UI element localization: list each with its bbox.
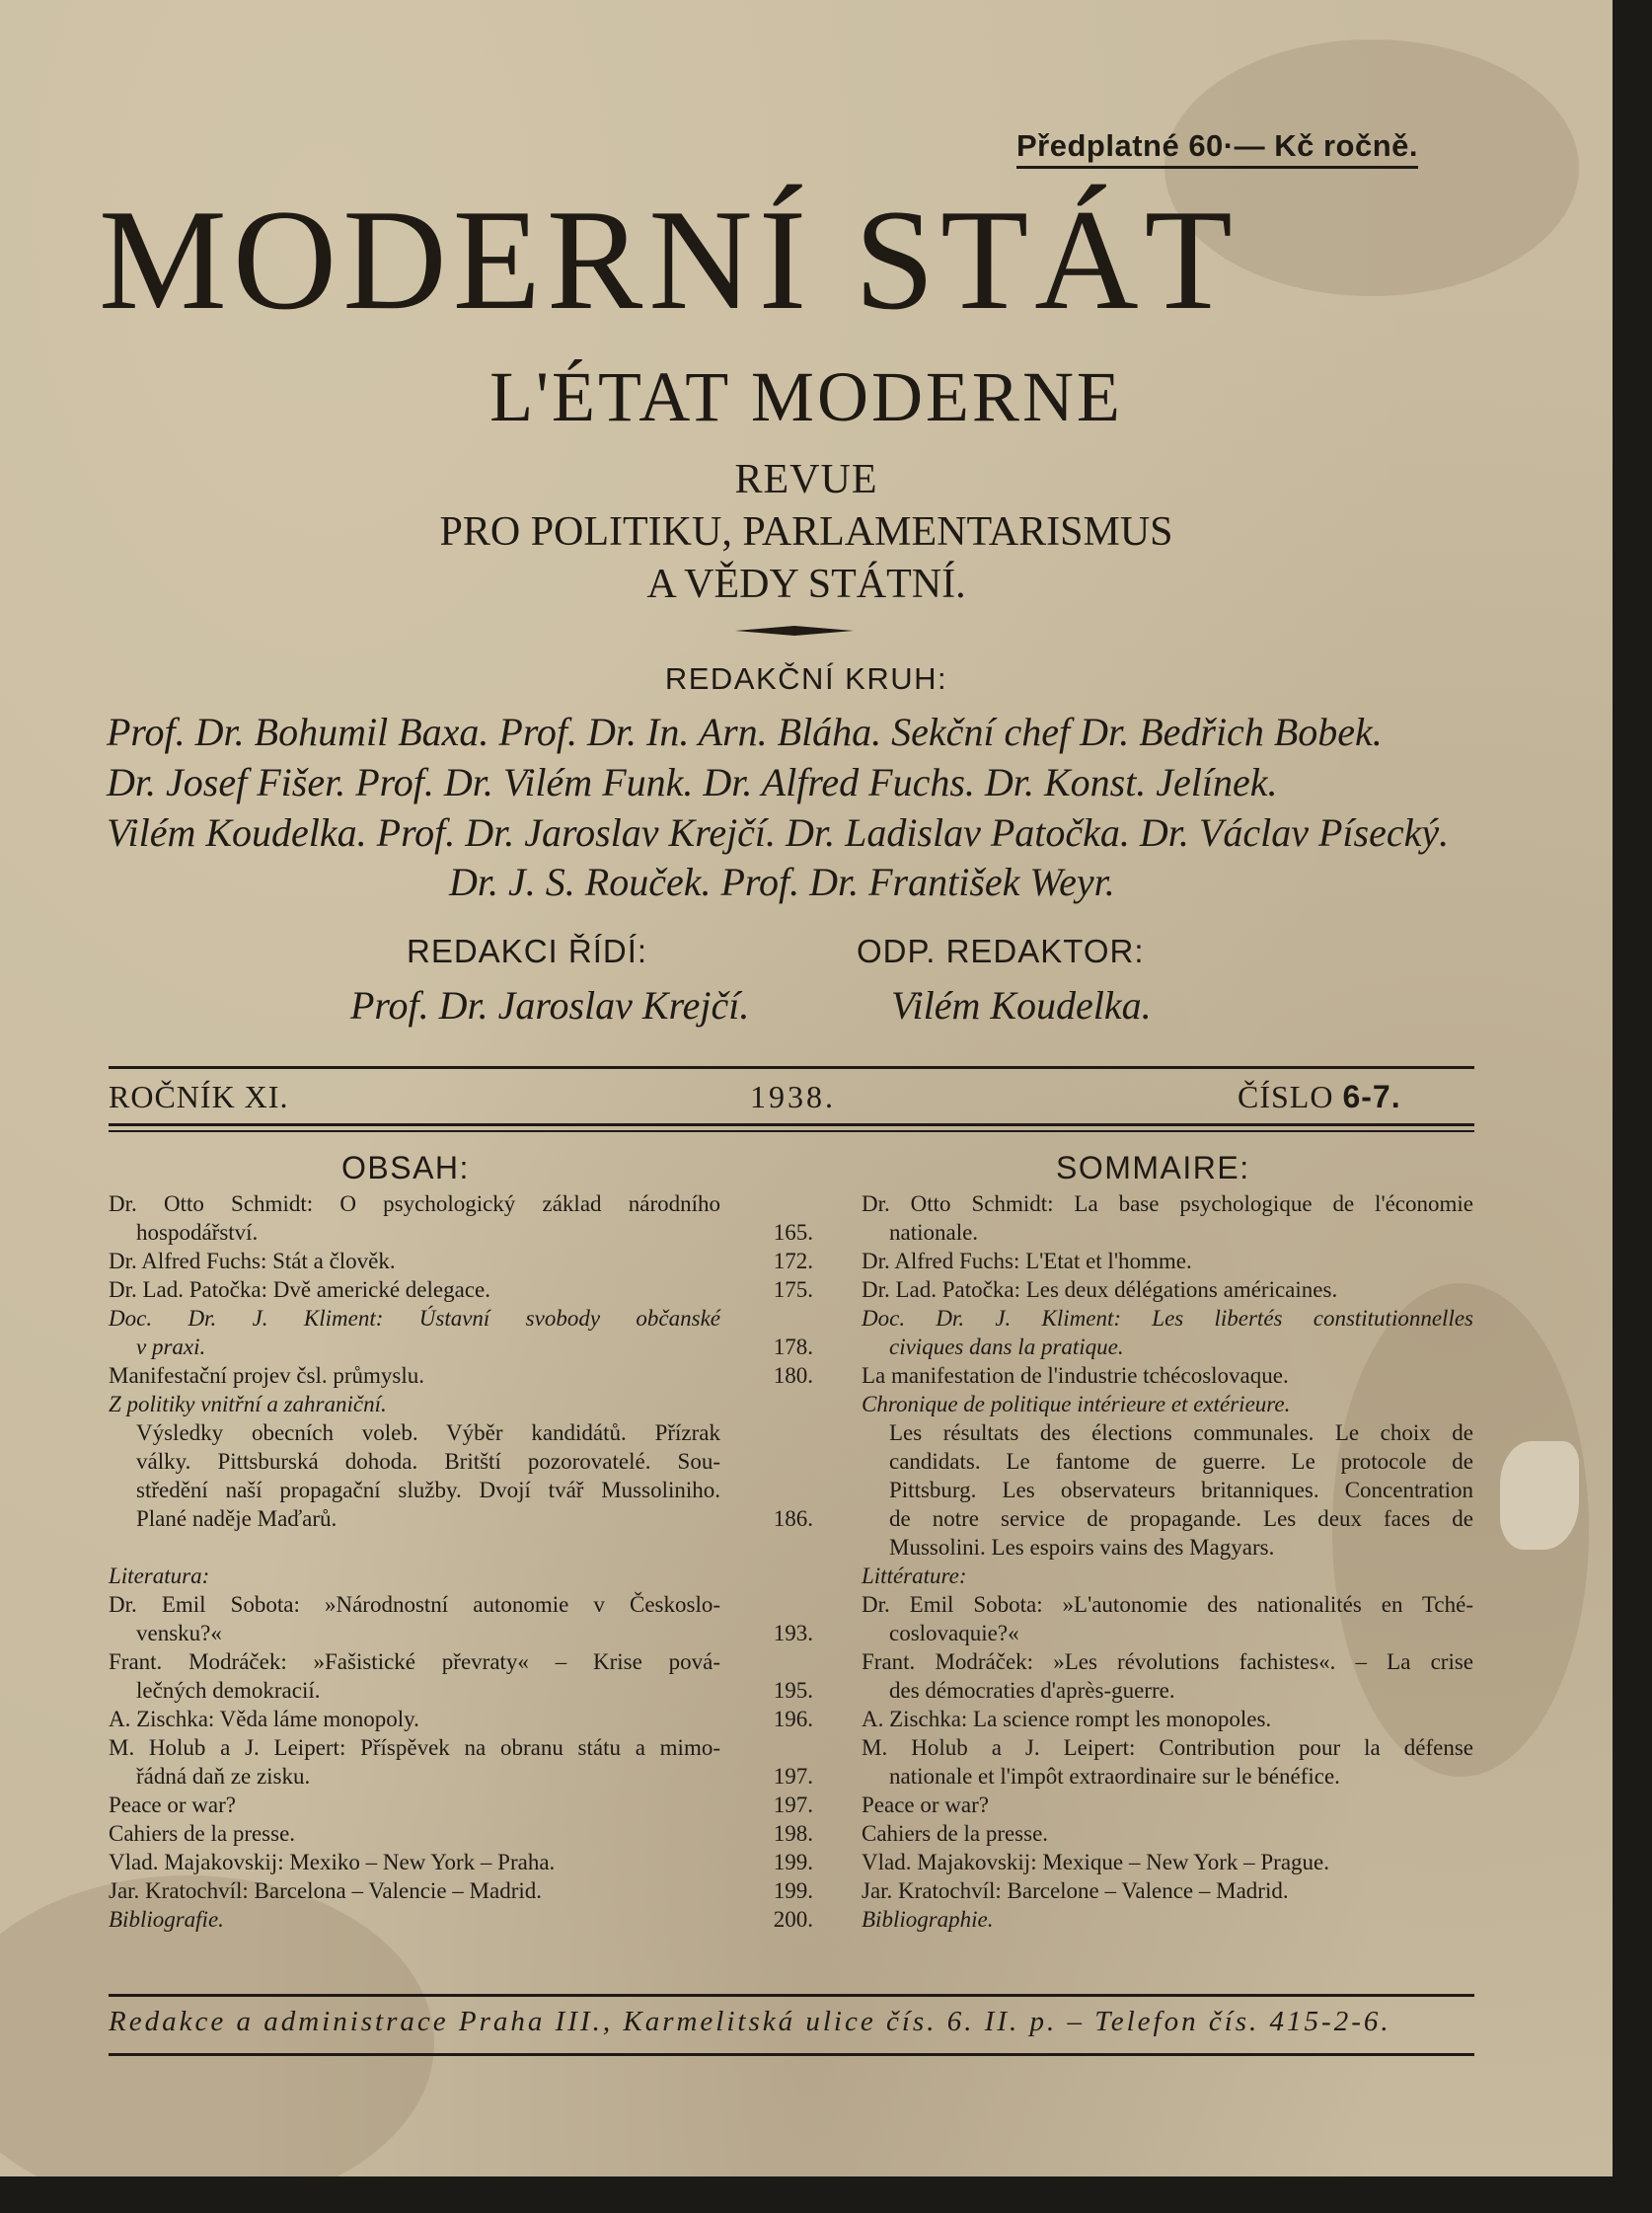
toc-section: Littérature: [862, 1564, 967, 1588]
toc-item: Peace or war? [109, 1793, 236, 1817]
revue-label: REVUE [734, 457, 878, 502]
toc-item-continuation: Plané naděje Maďarů. [136, 1506, 338, 1531]
page-number: 175. [773, 1277, 813, 1302]
contents-french [862, 1189, 1473, 1934]
toc-item: Cahiers de la presse. [109, 1821, 296, 1846]
editorial-circle-heading: REDAKČNÍ KRUH: [664, 661, 948, 696]
toc-item-continuation: de notre service de propagande. Les deux faces de [889, 1506, 1473, 1531]
issue-number-label: ČÍSLO [1238, 1079, 1334, 1114]
contents-czech [109, 1189, 720, 1934]
page-number: 180. [773, 1363, 813, 1388]
toc-item-continuation: des démocraties d'après-guerre. [889, 1678, 1175, 1703]
issue-year: 1938. [750, 1079, 836, 1114]
divider-rule [109, 1994, 1474, 1997]
toc-item-continuation: války. Pittsburská dohoda. Britští pozorovatelé. Sou- [136, 1449, 720, 1474]
toc-item: Manifestační projev čsl. průmyslu. [109, 1363, 425, 1388]
managing-editor-name: Prof. Dr. Jaroslav Krejčí. [350, 983, 750, 1028]
divider-rule [109, 2053, 1474, 2056]
page-number: 193. [773, 1621, 813, 1645]
toc-section: Chronique de politique intérieure et extérieure. [862, 1392, 1291, 1416]
editorial-circle-line: Dr. Josef Fišer. Prof. Dr. Vilém Funk. Dr. Alfred Fuchs. Dr. Konst. Jelínek. [107, 760, 1278, 804]
toc-item: Jar. Kratochvíl: Barcelona – Valencie – Madrid. [109, 1878, 542, 1903]
editorial-circle-line: Vilém Koudelka. Prof. Dr. Jaroslav Krejčí. Dr. Ladislav Patočka. Dr. Václav Písecký. [107, 810, 1450, 855]
toc-item-continuation: řádná daň ze zisku. [136, 1764, 311, 1789]
toc-item: Dr. Emil Sobota: »L'autonomie des nationalités en Tché- [862, 1592, 1473, 1617]
toc-item: Doc. Dr. J. Kliment: Ústavní svobody občanské [109, 1306, 720, 1331]
toc-item: M. Holub a J. Leipert: Příspěvek na obranu státu a mimo- [109, 1735, 720, 1760]
page-number: 196. [773, 1707, 813, 1731]
toc-section: Literatura: [109, 1564, 210, 1588]
managing-editor-label: REDAKCI ŘÍDÍ: [407, 933, 648, 969]
subscription-price: Předplatné 60·— Kč ročně. [1016, 128, 1418, 169]
toc-item-continuation: středění naší propagační služby. Dvojí tvář Mussoliniho. [136, 1478, 720, 1502]
page-number: 165. [773, 1220, 813, 1245]
toc-item: Dr. Lad. Patočka: Les deux délégations américaines. [862, 1277, 1338, 1302]
toc-item: Bibliographie. [862, 1907, 994, 1932]
toc-item: A. Zischka: Věda láme monopoly. [109, 1707, 419, 1731]
toc-item: Dr. Otto Schmidt: La base psychologique de l'économie [862, 1191, 1473, 1216]
page-number: 195. [773, 1678, 813, 1703]
toc-item: Cahiers de la presse. [862, 1821, 1049, 1846]
page-number: 197. [773, 1764, 813, 1789]
page-number: 198. [773, 1821, 813, 1846]
toc-item: Peace or war? [862, 1793, 989, 1817]
page-number: 200. [773, 1907, 813, 1932]
toc-item: A. Zischka: La science rompt les monopoles. [862, 1707, 1272, 1731]
toc-item: Dr. Alfred Fuchs: Stát a člověk. [109, 1249, 396, 1273]
toc-item-continuation: nationale. [889, 1220, 979, 1245]
toc-item-continuation: Mussolini. Les espoirs vains des Magyars. [889, 1535, 1275, 1560]
toc-item-continuation: vensku?« [136, 1621, 222, 1645]
toc-item: Frant. Modráček: »Fašistické převraty« – Krise pová- [109, 1649, 720, 1674]
responsible-editor-label: ODP. REDAKTOR: [857, 933, 1145, 969]
page-numbers-column [768, 1189, 813, 1934]
toc-item: Dr. Otto Schmidt: O psychologický základ národního [109, 1191, 720, 1216]
ornament-rule [735, 626, 854, 636]
toc-section: Z politiky vnitřní a zahraniční. [109, 1392, 387, 1416]
toc-item-continuation: lečných demokracií. [136, 1678, 321, 1703]
toc-item: Vlad. Majakovskij: Mexiko – New York – Praha. [109, 1850, 556, 1874]
contents-heading-french: SOMMAIRE: [1056, 1150, 1250, 1185]
page-number: 199. [773, 1850, 813, 1874]
volume-number: ROČNÍK XI. [109, 1079, 289, 1114]
journal-title: MODERNÍ STÁT [99, 180, 1239, 340]
toc-item: Doc. Dr. J. Kliment: Les libertés constitutionnelles [862, 1306, 1473, 1331]
toc-item: Vlad. Majakovskij: Mexique – New York – Prague. [862, 1850, 1330, 1874]
toc-item: Jar. Kratochvíl: Barcelone – Valence – Madrid. [862, 1878, 1289, 1903]
toc-item: Dr. Emil Sobota: »Národnostní autonomie v Českoslo- [109, 1592, 720, 1617]
contents-heading-czech: OBSAH: [341, 1150, 470, 1185]
issue-number-value: 6-7. [1342, 1079, 1401, 1114]
publisher-address: Redakce a administrace Praha III., Karmelitská ulice čís. 6. II. p. – Telefon čís. 415-2-6. [109, 2006, 1391, 2037]
toc-item: M. Holub a J. Leipert: Contribution pour la défense [862, 1735, 1473, 1760]
tagline-line-1: PRO POLITIKU, PARLAMENTARISMUS [439, 509, 1173, 555]
divider-rule [109, 1123, 1474, 1126]
toc-item: Dr. Lad. Patočka: Dvě americké delegace. [109, 1277, 490, 1302]
tagline-line-2: A VĚDY STÁTNÍ. [646, 562, 966, 607]
toc-item-continuation: civiques dans la pratique. [889, 1335, 1124, 1359]
toc-item-continuation: hospodářství. [136, 1220, 259, 1245]
divider-rule [109, 1066, 1474, 1069]
toc-item: Frant. Modráček: »Les révolutions fachistes«. – La crise [862, 1649, 1473, 1674]
toc-item: Dr. Alfred Fuchs: L'Etat et l'homme. [862, 1249, 1192, 1273]
editorial-circle-line: Prof. Dr. Bohumil Baxa. Prof. Dr. In. Arn. Bláha. Sekční chef Dr. Bedřich Bobek. [107, 710, 1383, 754]
journal-subtitle-french: L'ÉTAT MODERNE [489, 357, 1123, 436]
toc-item-continuation: nationale et l'impôt extraordinaire sur le bénéfice. [889, 1764, 1340, 1789]
page-number: 197. [773, 1793, 813, 1817]
toc-item-continuation: coslovaquie?« [889, 1621, 1019, 1645]
page-number: 178. [773, 1335, 813, 1359]
toc-item-continuation: Les résultats des élections communales. Le choix de [889, 1420, 1473, 1445]
responsible-editor-name: Vilém Koudelka. [891, 983, 1152, 1028]
toc-item-continuation: Výsledky obecních voleb. Výběr kandidátů. Přízrak [136, 1420, 720, 1445]
toc-item-continuation: Pittsburg. Les observateurs britanniques. Concentration [889, 1478, 1473, 1502]
toc-item: Bibliografie. [109, 1907, 224, 1932]
editorial-circle-line: Dr. J. S. Rouček. Prof. Dr. František Weyr. [449, 860, 1115, 904]
page-number: 199. [773, 1878, 813, 1903]
paper-tear [1500, 1441, 1579, 1550]
divider-rule [109, 1130, 1474, 1132]
page-number: 186. [773, 1506, 813, 1531]
issue-number [1238, 1079, 1401, 1115]
toc-item: La manifestation de l'industrie tchécoslovaque. [862, 1363, 1289, 1388]
toc-item-continuation: v praxi. [136, 1335, 206, 1359]
toc-item-continuation: candidats. Le fantome de guerre. Le protocole de [889, 1449, 1473, 1474]
page-number: 172. [773, 1249, 813, 1273]
